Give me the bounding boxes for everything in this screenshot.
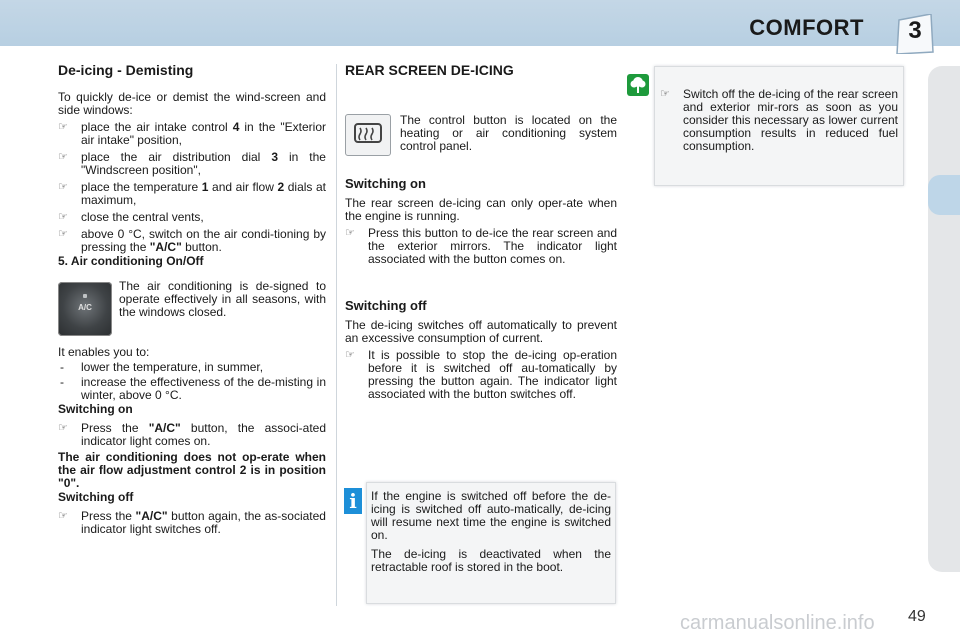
- indicator-light-icon: [83, 294, 87, 298]
- deicing-title: De-icing - Demisting: [58, 62, 194, 78]
- ac-off-heading: Switching off: [58, 490, 134, 504]
- pointing-finger-icon: ☞: [58, 151, 68, 163]
- rear-defrost-button-icon: [345, 114, 391, 156]
- rear-off-heading: Switching off: [345, 298, 427, 313]
- pointing-finger-icon: ☞: [345, 227, 355, 239]
- list-item: ☞ place the air distribution dial 3 in the "Windscreen position",: [58, 150, 326, 177]
- rear-defrost-icon: [346, 115, 390, 155]
- ac-on-steps: [58, 422, 326, 448]
- deicing-intro: To quickly de-ice or demist the wind-screen and side windows:: [58, 90, 326, 117]
- ac-button-icon: [58, 282, 112, 336]
- eco-tree-icon: [627, 74, 649, 96]
- section-title: COMFORT: [749, 15, 864, 40]
- rear-on-heading: Switching on: [345, 176, 426, 191]
- ac-icon-label: A/C: [78, 303, 92, 312]
- list-item: ☞ Press the "A/C" button again, the as-sociated indicator light switches off.: [58, 509, 326, 536]
- ac-block: [58, 280, 326, 346]
- list-item: ☞ It is possible to stop the de-icing op-eration before it is switched off au-tomatically by pressing the button again. The indicator light associated with the button switches off.: [345, 348, 617, 401]
- ac-enables-list: [58, 361, 326, 402]
- side-thumb-tab-active: [928, 175, 960, 215]
- ac-off-steps: [58, 510, 326, 536]
- column-divider: [336, 64, 337, 606]
- list-item: - increase the effectiveness of the de-misting in winter, above 0 °C.: [60, 375, 326, 402]
- control-button-block: [345, 78, 617, 152]
- rear-off-text: The de-icing switches off automatically to prevent an excessive consumption of current.: [345, 318, 617, 345]
- pointing-finger-icon: ☞: [58, 211, 68, 223]
- rear-on-steps: [345, 227, 617, 266]
- pointing-finger-icon: ☞: [345, 349, 355, 361]
- info-icon: i: [344, 488, 362, 514]
- pointing-finger-icon: ☞: [58, 121, 68, 133]
- list-item: ☞ place the temperature 1 and air flow 2 dials at maximum,: [58, 180, 327, 207]
- ac-heading: 5. Air conditioning On/Off: [58, 254, 204, 268]
- pointing-finger-icon: ☞: [660, 88, 670, 100]
- pointing-finger-icon: ☞: [58, 422, 68, 434]
- middle-column: [345, 62, 617, 401]
- list-item: ☞ place the air intake control 4 in the "Exterior air intake" position,: [58, 120, 326, 147]
- side-thumb-tab: [928, 66, 960, 572]
- button-location-text: The control button is located on the heating or air conditioning system control panel.: [400, 113, 617, 153]
- info-para-1: If the engine is switched off before the de-icing is switched off auto-matically, de-icing will resume next time the engine is switched on.: [371, 489, 611, 542]
- info-para-2: The de-icing is deactivated when the retractable roof is stored in the boot.: [371, 547, 611, 574]
- eco-note-text: [660, 88, 898, 153]
- list-item: ☞ above 0 °C, switch on the air condi-tioning by pressing the "A/C" button.: [58, 227, 326, 254]
- ac-description: The air conditioning is de-signed to operate effectively in all seasons, with the windows closed.: [119, 279, 326, 319]
- page-number: 49: [908, 608, 926, 625]
- list-item: ☞ Switch off the de-icing of the rear screen and exterior mir-rors as soon as you consider this necessary as lower current consumption results in reduced fuel consumption.: [660, 87, 898, 153]
- rear-on-text: The rear screen de-icing can only oper-ate when the engine is running.: [345, 196, 617, 223]
- list-item: ☞ Press this button to de-ice the rear screen and the exterior mirrors. The indicator light associated with the button comes on.: [345, 226, 617, 266]
- ac-enables-text: It enables you to:: [58, 345, 150, 359]
- list-item: - lower the temperature, in summer,: [60, 360, 264, 374]
- deicing-steps: [58, 121, 326, 254]
- pointing-finger-icon: ☞: [58, 510, 68, 522]
- pointing-finger-icon: ☞: [58, 181, 68, 193]
- chapter-number: 3: [908, 17, 922, 44]
- ac-on-heading: Switching on: [58, 402, 133, 416]
- list-item: ☞ Press the "A/C" button, the associ-ated indicator light comes on.: [58, 421, 326, 448]
- ac-warning: The air conditioning does not op-erate when the air flow adjustment control 2 is in position "0".: [58, 450, 326, 490]
- list-item: ☞ close the central vents,: [58, 210, 204, 224]
- pointing-finger-icon: ☞: [58, 228, 68, 240]
- info-note-text: [371, 490, 611, 574]
- rear-off-steps: [345, 349, 617, 401]
- watermark: carmanualsonline.info: [680, 612, 875, 634]
- left-column: [58, 62, 326, 536]
- rear-screen-title: REAR SCREEN DE-ICING: [345, 62, 514, 78]
